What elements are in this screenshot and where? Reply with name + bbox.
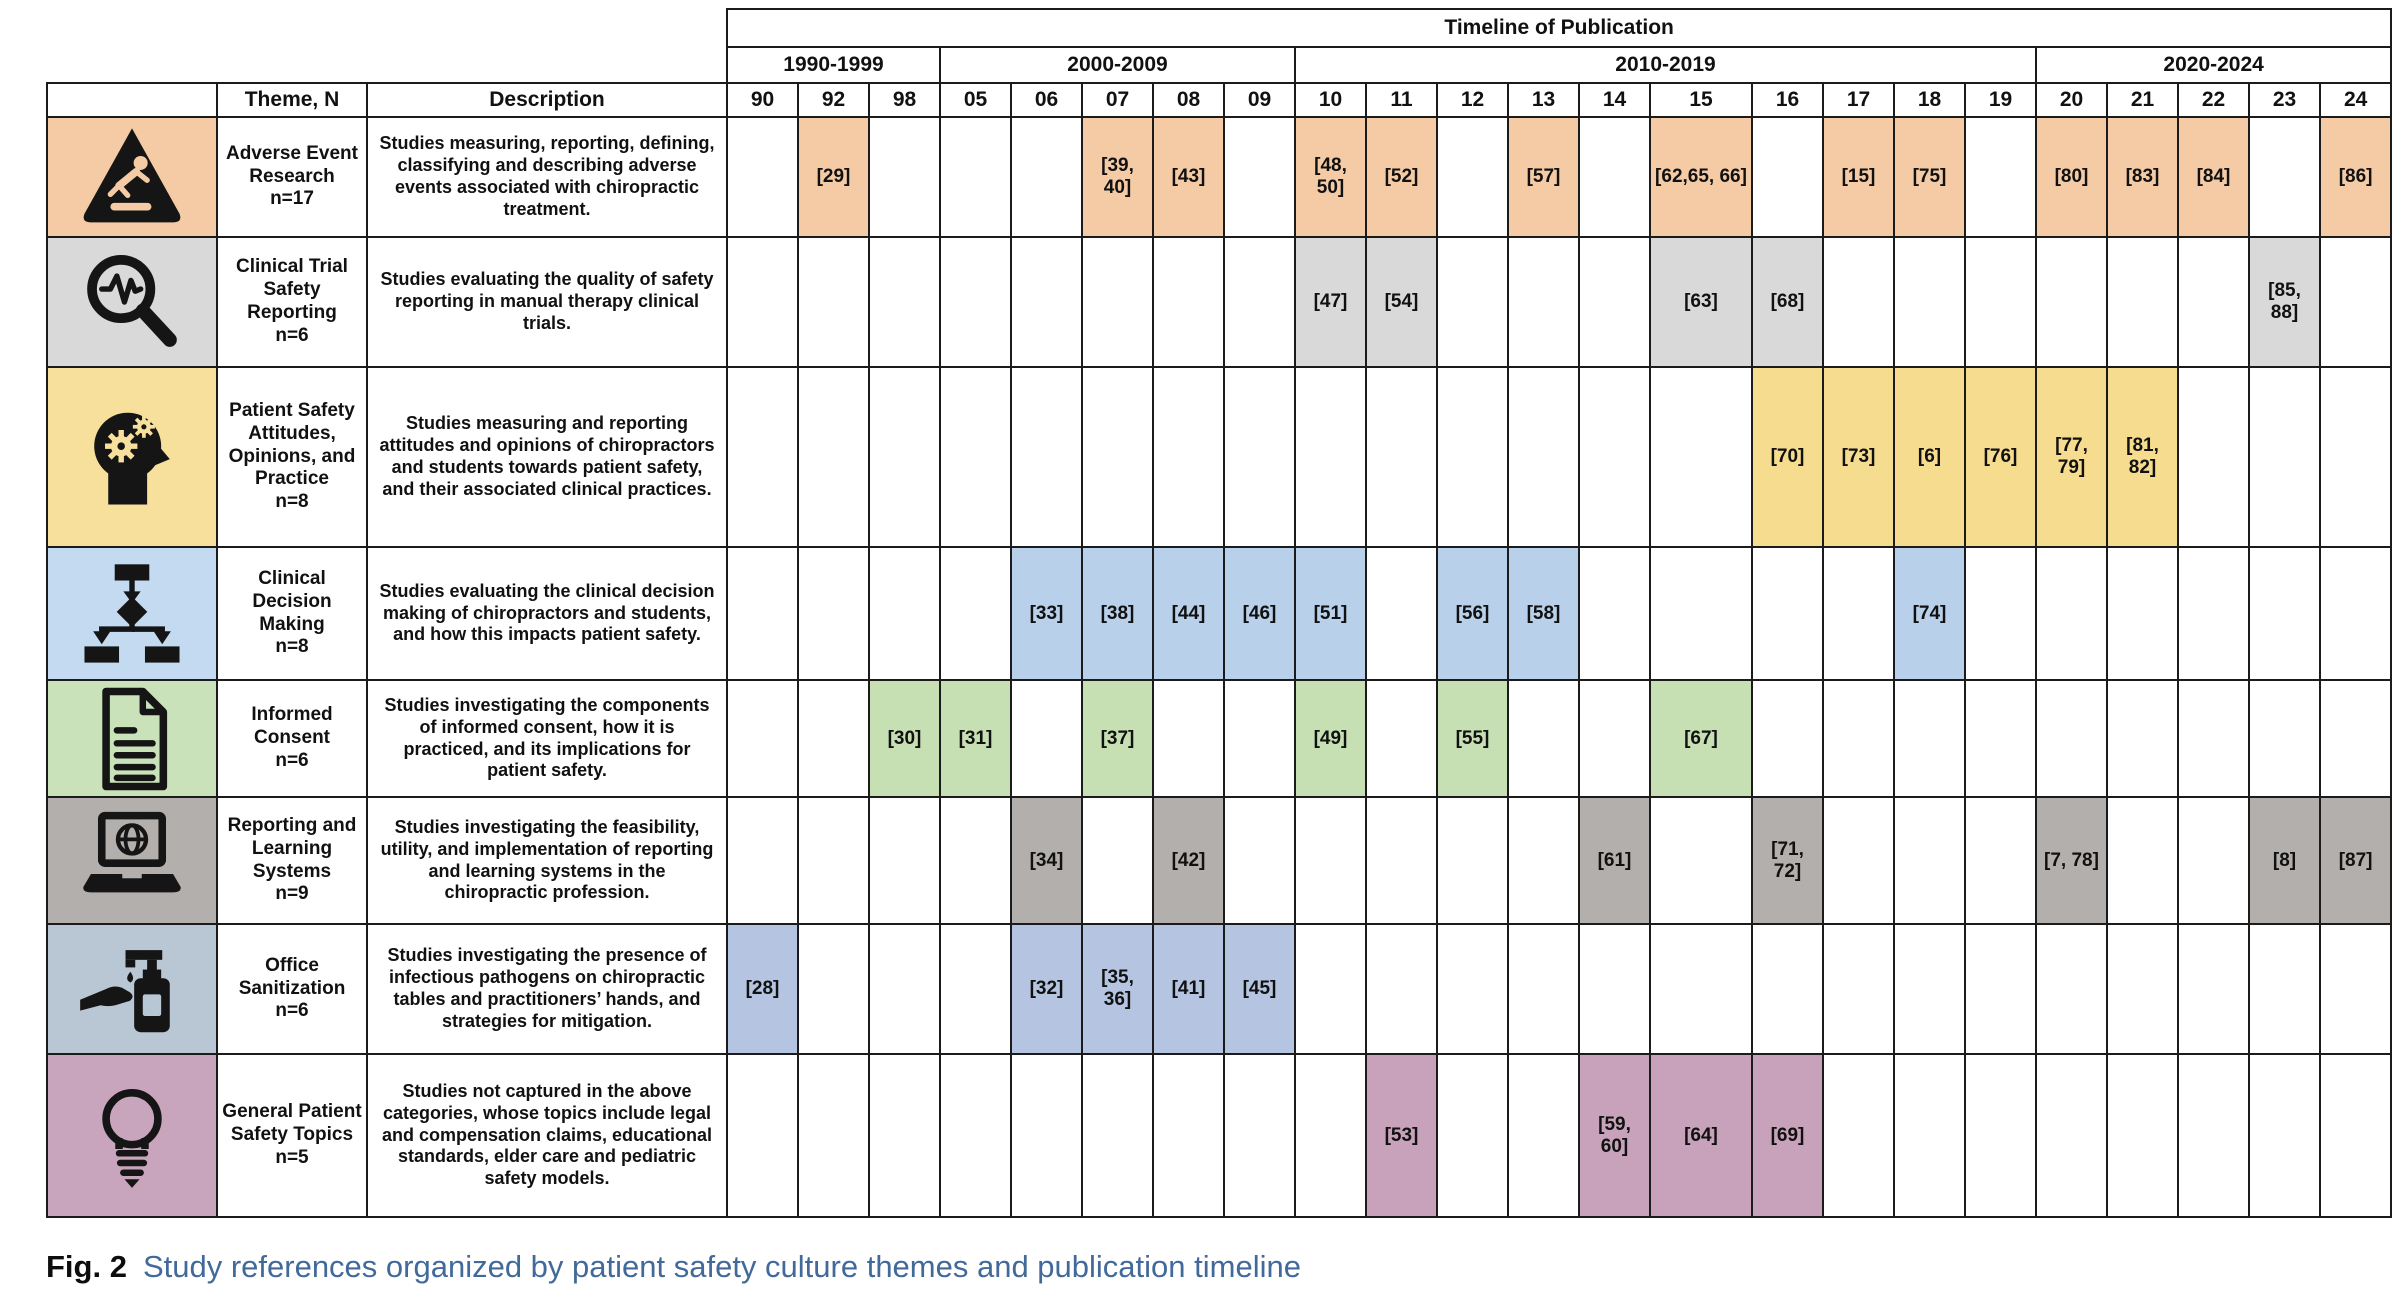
- ref-cell-92: [798, 680, 869, 797]
- ref-cell-21: [2107, 1054, 2178, 1217]
- theme-description: Studies evaluating the quality of safety reporting in manual therapy clinical trials.: [367, 237, 727, 367]
- theme-icon-cell: [47, 117, 217, 237]
- ref-cell-15: [1650, 367, 1752, 547]
- ref-cell-23: [2249, 924, 2320, 1054]
- ref-cell-06: [1011, 117, 1082, 237]
- ref-cell-10: [1295, 1054, 1366, 1217]
- theme-description: Studies not captured in the above categories, whose topics include legal and compensation claims, educational standards, elder care and pediatric safety models.: [367, 1054, 727, 1217]
- theme-name-cell: [217, 367, 367, 547]
- ref-cell-07: [38]: [1082, 547, 1153, 680]
- theme-icon-cell: [47, 547, 217, 680]
- ref-cell-13: [57]: [1508, 117, 1579, 237]
- document-icon: [78, 685, 186, 793]
- decade-header-2020s: 2020-2024: [2036, 47, 2391, 83]
- year-header-06: 06: [1011, 83, 1082, 117]
- table-title: Timeline of Publication: [727, 9, 2391, 47]
- hand-sanitizer-icon: [78, 935, 186, 1043]
- ref-cell-05: [940, 367, 1011, 547]
- theme-row: [47, 680, 2391, 797]
- ref-cell-11: [54]: [1366, 237, 1437, 367]
- decade-row: [47, 47, 2391, 83]
- theme-name: Office Sanitization: [238, 954, 346, 999]
- ref-cell-08: [41]: [1153, 924, 1224, 1054]
- ref-cell-09: [1224, 1054, 1295, 1217]
- ref-cell-22: [2178, 924, 2249, 1054]
- ref-cell-10: [47]: [1295, 237, 1366, 367]
- ref-cell-20: [77, 79]: [2036, 367, 2107, 547]
- ref-cell-16: [71, 72]: [1752, 797, 1823, 924]
- icon-column-header: [47, 83, 217, 117]
- slip-hazard-icon: [78, 123, 186, 231]
- theme-description: Studies evaluating the clinical decision making of chiropractors and students, and how this impacts patient safety.: [367, 547, 727, 680]
- clinical-trial-search-icon: [78, 248, 186, 356]
- ref-cell-17: [73]: [1823, 367, 1894, 547]
- ref-cell-09: [1224, 367, 1295, 547]
- ref-cell-18: [1894, 680, 1965, 797]
- ref-cell-92: [798, 547, 869, 680]
- year-header-18: 18: [1894, 83, 1965, 117]
- ref-cell-17: [1823, 924, 1894, 1054]
- ref-cell-06: [33]: [1011, 547, 1082, 680]
- theme-icon-holder: [78, 168, 186, 185]
- ref-cell-92: [798, 1054, 869, 1217]
- ref-cell-19: [1965, 547, 2036, 680]
- ref-cell-06: [1011, 367, 1082, 547]
- ref-cell-15: [1650, 797, 1752, 924]
- theme-name: Clinical Trial Safety Reporting: [236, 256, 348, 323]
- year-header-20: 20: [2036, 83, 2107, 117]
- ref-cell-17: [1823, 237, 1894, 367]
- ref-cell-16: [70]: [1752, 367, 1823, 547]
- year-header-19: 19: [1965, 83, 2036, 117]
- ref-cell-21: [2107, 797, 2178, 924]
- ref-cell-23: [2249, 680, 2320, 797]
- ref-cell-90: [727, 1054, 798, 1217]
- theme-description: Studies measuring, reporting, defining, classifying and describing adverse events associated with chiropractic treatment.: [367, 117, 727, 237]
- ref-cell-19: [1965, 237, 2036, 367]
- ref-cell-21: [2107, 924, 2178, 1054]
- ref-cell-16: [1752, 680, 1823, 797]
- ref-cell-05: [940, 797, 1011, 924]
- ref-cell-08: [1153, 680, 1224, 797]
- decade-header-1990s: 1990-1999: [727, 47, 940, 83]
- ref-cell-24: [2320, 1054, 2391, 1217]
- ref-cell-06: [1011, 680, 1082, 797]
- ref-cell-13: [1508, 1054, 1579, 1217]
- ref-cell-23: [85, 88]: [2249, 237, 2320, 367]
- ref-cell-06: [1011, 237, 1082, 367]
- ref-cell-98: [869, 367, 940, 547]
- theme-name: Informed Consent: [251, 704, 333, 749]
- ref-cell-09: [1224, 797, 1295, 924]
- ref-cell-13: [1508, 367, 1579, 547]
- description-column-header: Description: [367, 83, 727, 117]
- figure-caption-text: Study references organized by patient safety culture themes and publication timeline: [142, 1249, 1301, 1284]
- theme-icon-holder: [78, 293, 186, 310]
- ref-cell-24: [2320, 237, 2391, 367]
- ref-cell-20: [2036, 924, 2107, 1054]
- ref-cell-23: [8]: [2249, 797, 2320, 924]
- ref-cell-11: [1366, 797, 1437, 924]
- ref-cell-17: [1823, 680, 1894, 797]
- year-header-11: 11: [1366, 83, 1437, 117]
- year-header-10: 10: [1295, 83, 1366, 117]
- ref-cell-90: [727, 797, 798, 924]
- ref-cell-14: [1579, 924, 1650, 1054]
- ref-cell-19: [76]: [1965, 367, 2036, 547]
- theme-row: [47, 797, 2391, 924]
- ref-cell-98: [869, 117, 940, 237]
- ref-cell-23: [2249, 1054, 2320, 1217]
- ref-cell-22: [2178, 237, 2249, 367]
- ref-cell-22: [2178, 680, 2249, 797]
- theme-name: Reporting and Learning Systems: [227, 814, 357, 882]
- ref-cell-20: [2036, 547, 2107, 680]
- ref-cell-15: [62,65, 66]: [1650, 117, 1752, 237]
- ref-cell-05: [940, 1054, 1011, 1217]
- ref-cell-17: [1823, 1054, 1894, 1217]
- ref-cell-23: [2249, 547, 2320, 680]
- theme-icon-cell: [47, 1054, 217, 1217]
- ref-cell-12: [1437, 117, 1508, 237]
- theme-count: n=17: [270, 188, 314, 210]
- theme-icon-cell: [47, 237, 217, 367]
- theme-name: General Patient Safety Topics: [222, 1101, 362, 1146]
- ref-cell-19: [1965, 117, 2036, 237]
- theme-count: n=6: [275, 324, 309, 346]
- year-header-07: 07: [1082, 83, 1153, 117]
- year-header-08: 08: [1153, 83, 1224, 117]
- ref-cell-90: [727, 680, 798, 797]
- theme-row: [47, 117, 2391, 237]
- ref-cell-98: [869, 924, 940, 1054]
- year-header-05: 05: [940, 83, 1011, 117]
- ref-cell-13: [1508, 924, 1579, 1054]
- ref-cell-16: [68]: [1752, 237, 1823, 367]
- corner-spacer-top: [47, 9, 727, 47]
- theme-row: [47, 924, 2391, 1054]
- decade-header-2000s: 2000-2009: [940, 47, 1295, 83]
- ref-cell-06: [34]: [1011, 797, 1082, 924]
- theme-count: n=9: [275, 883, 309, 905]
- theme-icon-holder: [78, 730, 186, 747]
- ref-cell-22: [2178, 547, 2249, 680]
- ref-cell-09: [1224, 680, 1295, 797]
- ref-cell-12: [1437, 797, 1508, 924]
- theme-count: n=5: [275, 1146, 309, 1168]
- ref-cell-09: [1224, 237, 1295, 367]
- ref-cell-22: [2178, 1054, 2249, 1217]
- ref-cell-90: [28]: [727, 924, 798, 1054]
- ref-cell-20: [2036, 237, 2107, 367]
- ref-cell-92: [798, 237, 869, 367]
- ref-cell-10: [1295, 797, 1366, 924]
- ref-cell-14: [1579, 367, 1650, 547]
- ref-cell-08: [42]: [1153, 797, 1224, 924]
- theme-description: Studies investigating the components of informed consent, how it is practiced, and its implications for patient safety.: [367, 680, 727, 797]
- year-header-98: 98: [869, 83, 940, 117]
- ref-cell-23: [2249, 117, 2320, 237]
- ref-cell-15: [64]: [1650, 1054, 1752, 1217]
- ref-cell-19: [1965, 924, 2036, 1054]
- ref-cell-05: [940, 924, 1011, 1054]
- theme-icon-holder: [78, 605, 186, 622]
- ref-cell-05: [31]: [940, 680, 1011, 797]
- ref-cell-11: [1366, 924, 1437, 1054]
- ref-cell-12: [1437, 1054, 1508, 1217]
- theme-count: n=8: [275, 636, 309, 658]
- ref-cell-24: [2320, 924, 2391, 1054]
- theme-icon-cell: [47, 367, 217, 547]
- ref-cell-11: [1366, 367, 1437, 547]
- ref-cell-17: [1823, 797, 1894, 924]
- ref-cell-19: [1965, 797, 2036, 924]
- theme-row: [47, 237, 2391, 367]
- title-row: [47, 9, 2391, 47]
- ref-cell-07: [1082, 1054, 1153, 1217]
- ref-cell-98: [30]: [869, 680, 940, 797]
- ref-cell-06: [1011, 1054, 1082, 1217]
- ref-cell-17: [1823, 547, 1894, 680]
- ref-cell-11: [1366, 680, 1437, 797]
- ref-cell-13: [1508, 680, 1579, 797]
- ref-cell-06: [32]: [1011, 924, 1082, 1054]
- ref-cell-19: [1965, 680, 2036, 797]
- ref-cell-12: [55]: [1437, 680, 1508, 797]
- year-header-22: 22: [2178, 83, 2249, 117]
- ref-cell-08: [43]: [1153, 117, 1224, 237]
- ref-cell-20: [80]: [2036, 117, 2107, 237]
- year-header-21: 21: [2107, 83, 2178, 117]
- ref-cell-05: [940, 237, 1011, 367]
- ref-cell-12: [56]: [1437, 547, 1508, 680]
- ref-cell-21: [83]: [2107, 117, 2178, 237]
- ref-cell-15: [67]: [1650, 680, 1752, 797]
- ref-cell-07: [35, 36]: [1082, 924, 1153, 1054]
- theme-row: [47, 547, 2391, 680]
- head-gears-icon: [78, 403, 186, 511]
- timeline-table: [46, 8, 2392, 1218]
- year-header-17: 17: [1823, 83, 1894, 117]
- laptop-globe-icon: [78, 807, 186, 915]
- ref-cell-14: [1579, 237, 1650, 367]
- year-header-15: 15: [1650, 83, 1752, 117]
- ref-cell-14: [1579, 117, 1650, 237]
- ref-cell-07: [39, 40]: [1082, 117, 1153, 237]
- ref-cell-18: [1894, 924, 1965, 1054]
- ref-cell-12: [1437, 924, 1508, 1054]
- ref-cell-08: [1153, 1054, 1224, 1217]
- corner-spacer-mid: [47, 47, 727, 83]
- theme-count: n=6: [275, 1000, 309, 1022]
- flowchart-icon: [78, 560, 186, 668]
- ref-cell-09: [46]: [1224, 547, 1295, 680]
- ref-cell-09: [45]: [1224, 924, 1295, 1054]
- ref-cell-10: [51]: [1295, 547, 1366, 680]
- ref-cell-21: [2107, 237, 2178, 367]
- ref-cell-90: [727, 117, 798, 237]
- ref-cell-92: [798, 797, 869, 924]
- theme-icon-holder: [78, 852, 186, 869]
- ref-cell-22: [2178, 367, 2249, 547]
- ref-cell-05: [940, 547, 1011, 680]
- figure-caption-label: Fig. 2: [46, 1249, 127, 1284]
- ref-cell-05: [940, 117, 1011, 237]
- theme-name: Patient Safety Attitudes, Opinions, and Practice: [228, 400, 356, 490]
- year-header-90: 90: [727, 83, 798, 117]
- ref-cell-15: [1650, 547, 1752, 680]
- ref-cell-17: [15]: [1823, 117, 1894, 237]
- ref-cell-07: [1082, 237, 1153, 367]
- ref-cell-22: [84]: [2178, 117, 2249, 237]
- theme-icon-holder: [78, 448, 186, 465]
- ref-cell-14: [59, 60]: [1579, 1054, 1650, 1217]
- ref-cell-18: [1894, 237, 1965, 367]
- ref-cell-24: [86]: [2320, 117, 2391, 237]
- theme-column-header: Theme, N: [217, 83, 367, 117]
- theme-icon-cell: [47, 680, 217, 797]
- ref-cell-92: [798, 924, 869, 1054]
- theme-name: Adverse Event Research: [225, 142, 358, 187]
- theme-name-cell: [217, 797, 367, 924]
- ref-cell-13: [1508, 237, 1579, 367]
- theme-description: Studies investigating the presence of infectious pathogens on chiropractic tables and practitioners’ hands, and strategies for mitigation.: [367, 924, 727, 1054]
- ref-cell-11: [1366, 547, 1437, 680]
- ref-cell-09: [1224, 117, 1295, 237]
- ref-cell-18: [74]: [1894, 547, 1965, 680]
- ref-cell-16: [1752, 117, 1823, 237]
- theme-icon-cell: [47, 797, 217, 924]
- column-header-row: [47, 83, 2391, 117]
- ref-cell-20: [2036, 1054, 2107, 1217]
- ref-cell-19: [1965, 1054, 2036, 1217]
- ref-cell-21: [2107, 547, 2178, 680]
- ref-cell-16: [69]: [1752, 1054, 1823, 1217]
- ref-cell-13: [58]: [1508, 547, 1579, 680]
- ref-cell-15: [63]: [1650, 237, 1752, 367]
- year-header-23: 23: [2249, 83, 2320, 117]
- ref-cell-18: [1894, 797, 1965, 924]
- ref-cell-08: [1153, 367, 1224, 547]
- ref-cell-10: [49]: [1295, 680, 1366, 797]
- year-header-16: 16: [1752, 83, 1823, 117]
- theme-name: Clinical Decision Making: [252, 567, 332, 635]
- theme-row: [47, 1054, 2391, 1217]
- ref-cell-21: [81, 82]: [2107, 367, 2178, 547]
- theme-icon-holder: [78, 980, 186, 997]
- ref-cell-07: [1082, 367, 1153, 547]
- figure-caption: [46, 1248, 1301, 1285]
- ref-cell-15: [1650, 924, 1752, 1054]
- ref-cell-14: [1579, 547, 1650, 680]
- theme-count: n=8: [275, 491, 309, 513]
- ref-cell-20: [7, 78]: [2036, 797, 2107, 924]
- year-header-14: 14: [1579, 83, 1650, 117]
- year-header-09: 09: [1224, 83, 1295, 117]
- theme-icon-cell: [47, 924, 217, 1054]
- ref-cell-98: [869, 237, 940, 367]
- ref-cell-07: [1082, 797, 1153, 924]
- ref-cell-90: [727, 547, 798, 680]
- ref-cell-12: [1437, 367, 1508, 547]
- theme-name-cell: [217, 237, 367, 367]
- ref-cell-21: [2107, 680, 2178, 797]
- theme-name-cell: [217, 547, 367, 680]
- ref-cell-24: [2320, 367, 2391, 547]
- ref-cell-18: [75]: [1894, 117, 1965, 237]
- theme-name-cell: [217, 680, 367, 797]
- ref-cell-22: [2178, 797, 2249, 924]
- ref-cell-12: [1437, 237, 1508, 367]
- ref-cell-11: [52]: [1366, 117, 1437, 237]
- ref-cell-24: [2320, 680, 2391, 797]
- ref-cell-90: [727, 367, 798, 547]
- ref-cell-10: [1295, 924, 1366, 1054]
- theme-name-cell: [217, 117, 367, 237]
- ref-cell-13: [1508, 797, 1579, 924]
- ref-cell-16: [1752, 547, 1823, 680]
- decade-header-2010s: 2010-2019: [1295, 47, 2036, 83]
- year-header-13: 13: [1508, 83, 1579, 117]
- ref-cell-90: [727, 237, 798, 367]
- theme-description: Studies investigating the feasibility, utility, and implementation of reporting and learning systems in the chiropractic profession.: [367, 797, 727, 924]
- ref-cell-10: [1295, 367, 1366, 547]
- ref-cell-14: [61]: [1579, 797, 1650, 924]
- theme-row: [47, 367, 2391, 547]
- ref-cell-98: [869, 1054, 940, 1217]
- ref-cell-92: [29]: [798, 117, 869, 237]
- ref-cell-18: [1894, 1054, 1965, 1217]
- year-header-24: 24: [2320, 83, 2391, 117]
- theme-icon-holder: [78, 1127, 186, 1144]
- ref-cell-98: [869, 797, 940, 924]
- ref-cell-24: [2320, 547, 2391, 680]
- ref-cell-11: [53]: [1366, 1054, 1437, 1217]
- ref-cell-98: [869, 547, 940, 680]
- ref-cell-24: [87]: [2320, 797, 2391, 924]
- ref-cell-14: [1579, 680, 1650, 797]
- year-header-92: 92: [798, 83, 869, 117]
- ref-cell-10: [48, 50]: [1295, 117, 1366, 237]
- lightbulb-icon: [78, 1082, 186, 1190]
- theme-name-cell: [217, 1054, 367, 1217]
- ref-cell-92: [798, 367, 869, 547]
- theme-name-cell: [217, 924, 367, 1054]
- ref-cell-23: [2249, 367, 2320, 547]
- ref-cell-20: [2036, 680, 2107, 797]
- ref-cell-07: [37]: [1082, 680, 1153, 797]
- theme-count: n=6: [275, 749, 309, 771]
- theme-body: [47, 117, 2391, 1217]
- year-header-12: 12: [1437, 83, 1508, 117]
- ref-cell-16: [1752, 924, 1823, 1054]
- theme-description: Studies measuring and reporting attitudes and opinions of chiropractors and students towards patient safety, and their associated clinical practices.: [367, 367, 727, 547]
- ref-cell-18: [6]: [1894, 367, 1965, 547]
- ref-cell-08: [1153, 237, 1224, 367]
- ref-cell-08: [44]: [1153, 547, 1224, 680]
